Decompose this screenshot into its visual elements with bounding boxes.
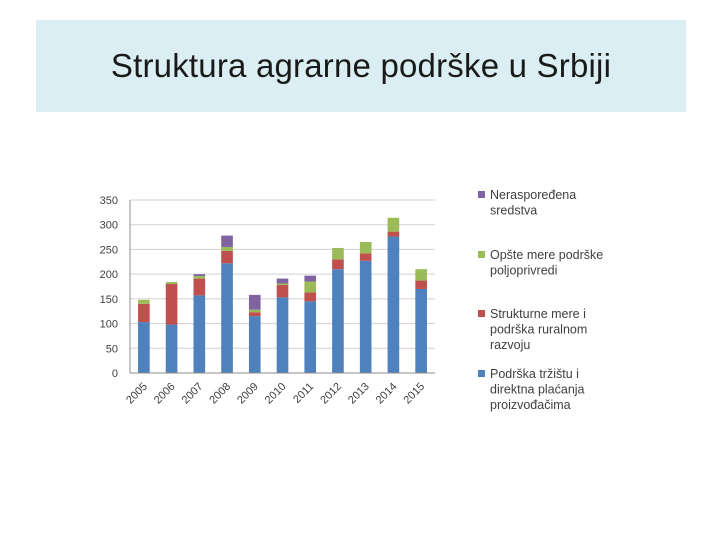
legend-swatch [478,191,485,198]
legend-label: Podrška tržištu i [490,367,579,381]
y-tick-label: 250 [99,244,118,257]
bar-segment [193,279,205,296]
bar-segment [249,312,261,316]
x-tick-labels [124,381,427,407]
legend-label: Strukturne mere i [490,307,586,321]
legend [478,188,603,412]
bar-segment [166,325,178,373]
legend-label: podrška ruralnom [490,322,588,337]
bar-segment [304,301,316,373]
bar-segment [304,292,316,301]
x-tick-label: 2013 [346,380,372,407]
bar-segment [221,236,233,247]
bar-segment [221,251,233,263]
legend-label: Opšte mere podrške [490,248,604,262]
y-tick-label: 0 [111,368,118,380]
bar-segment [360,242,372,253]
x-tick-label: 2010 [262,380,289,407]
x-tick-label: 2011 [291,380,317,406]
bar-segment [221,263,233,373]
bars [138,218,427,373]
bar-segment [332,269,344,373]
legend-label: sredstva [490,203,538,218]
bar-segment [415,289,427,373]
legend-label: direktna plaćanja [490,382,585,397]
bar-segment [277,297,289,373]
bar-segment [138,304,150,322]
bar-segment [193,274,205,276]
legend-label: poljoprivredi [490,263,558,278]
legend-swatch [478,370,485,377]
bar-segment [332,259,344,269]
legend-label: razvoju [490,338,531,352]
y-tick-label: 150 [99,293,118,306]
bar-segment [415,281,427,289]
bar-segment [193,295,205,373]
legend-label: proizvođačima [490,398,571,412]
y-tick-labels [100,195,118,380]
bar-segment [360,253,372,260]
bar-segment [415,269,427,280]
bar-segment [388,218,400,232]
bar-segment [138,300,150,304]
x-tick-label: 2005 [124,380,150,407]
bar-segment [277,284,289,285]
slide-title: Struktura agrarne podrške u Srbiji [110,47,612,84]
bar-segment [388,237,400,373]
x-tick-label: 2007 [179,380,206,407]
x-tick-label: 2008 [207,380,234,407]
bar-segment [277,285,289,297]
x-tick-label: 2009 [235,380,261,407]
y-tick-label: 300 [99,219,118,232]
y-tick-label: 200 [99,269,118,282]
bar-segment [166,282,178,284]
x-tick-label: 2014 [373,380,400,407]
y-tick-label: 350 [99,195,118,207]
bar-segment [193,276,205,278]
bar-segment [360,261,372,373]
x-tick-label: 2012 [318,380,345,407]
legend-label: Neraspoređena [490,188,577,202]
legend-swatch [478,251,485,258]
bar-segment [277,279,289,284]
legend-swatch [478,310,485,317]
y-tick-label: 100 [99,318,118,331]
bar-segment [249,295,261,310]
bar-segment [249,316,261,373]
x-tick-label: 2006 [151,380,178,407]
bar-segment [221,247,233,251]
bar-segment [249,310,261,312]
bar-segment [332,248,344,259]
bar-segment [166,284,178,325]
bar-segment [304,276,316,282]
y-tick-label: 50 [105,343,118,356]
bar-segment [304,282,316,293]
bar-segment [388,232,400,237]
bar-segment [138,322,150,373]
x-tick-label: 2015 [401,380,428,407]
